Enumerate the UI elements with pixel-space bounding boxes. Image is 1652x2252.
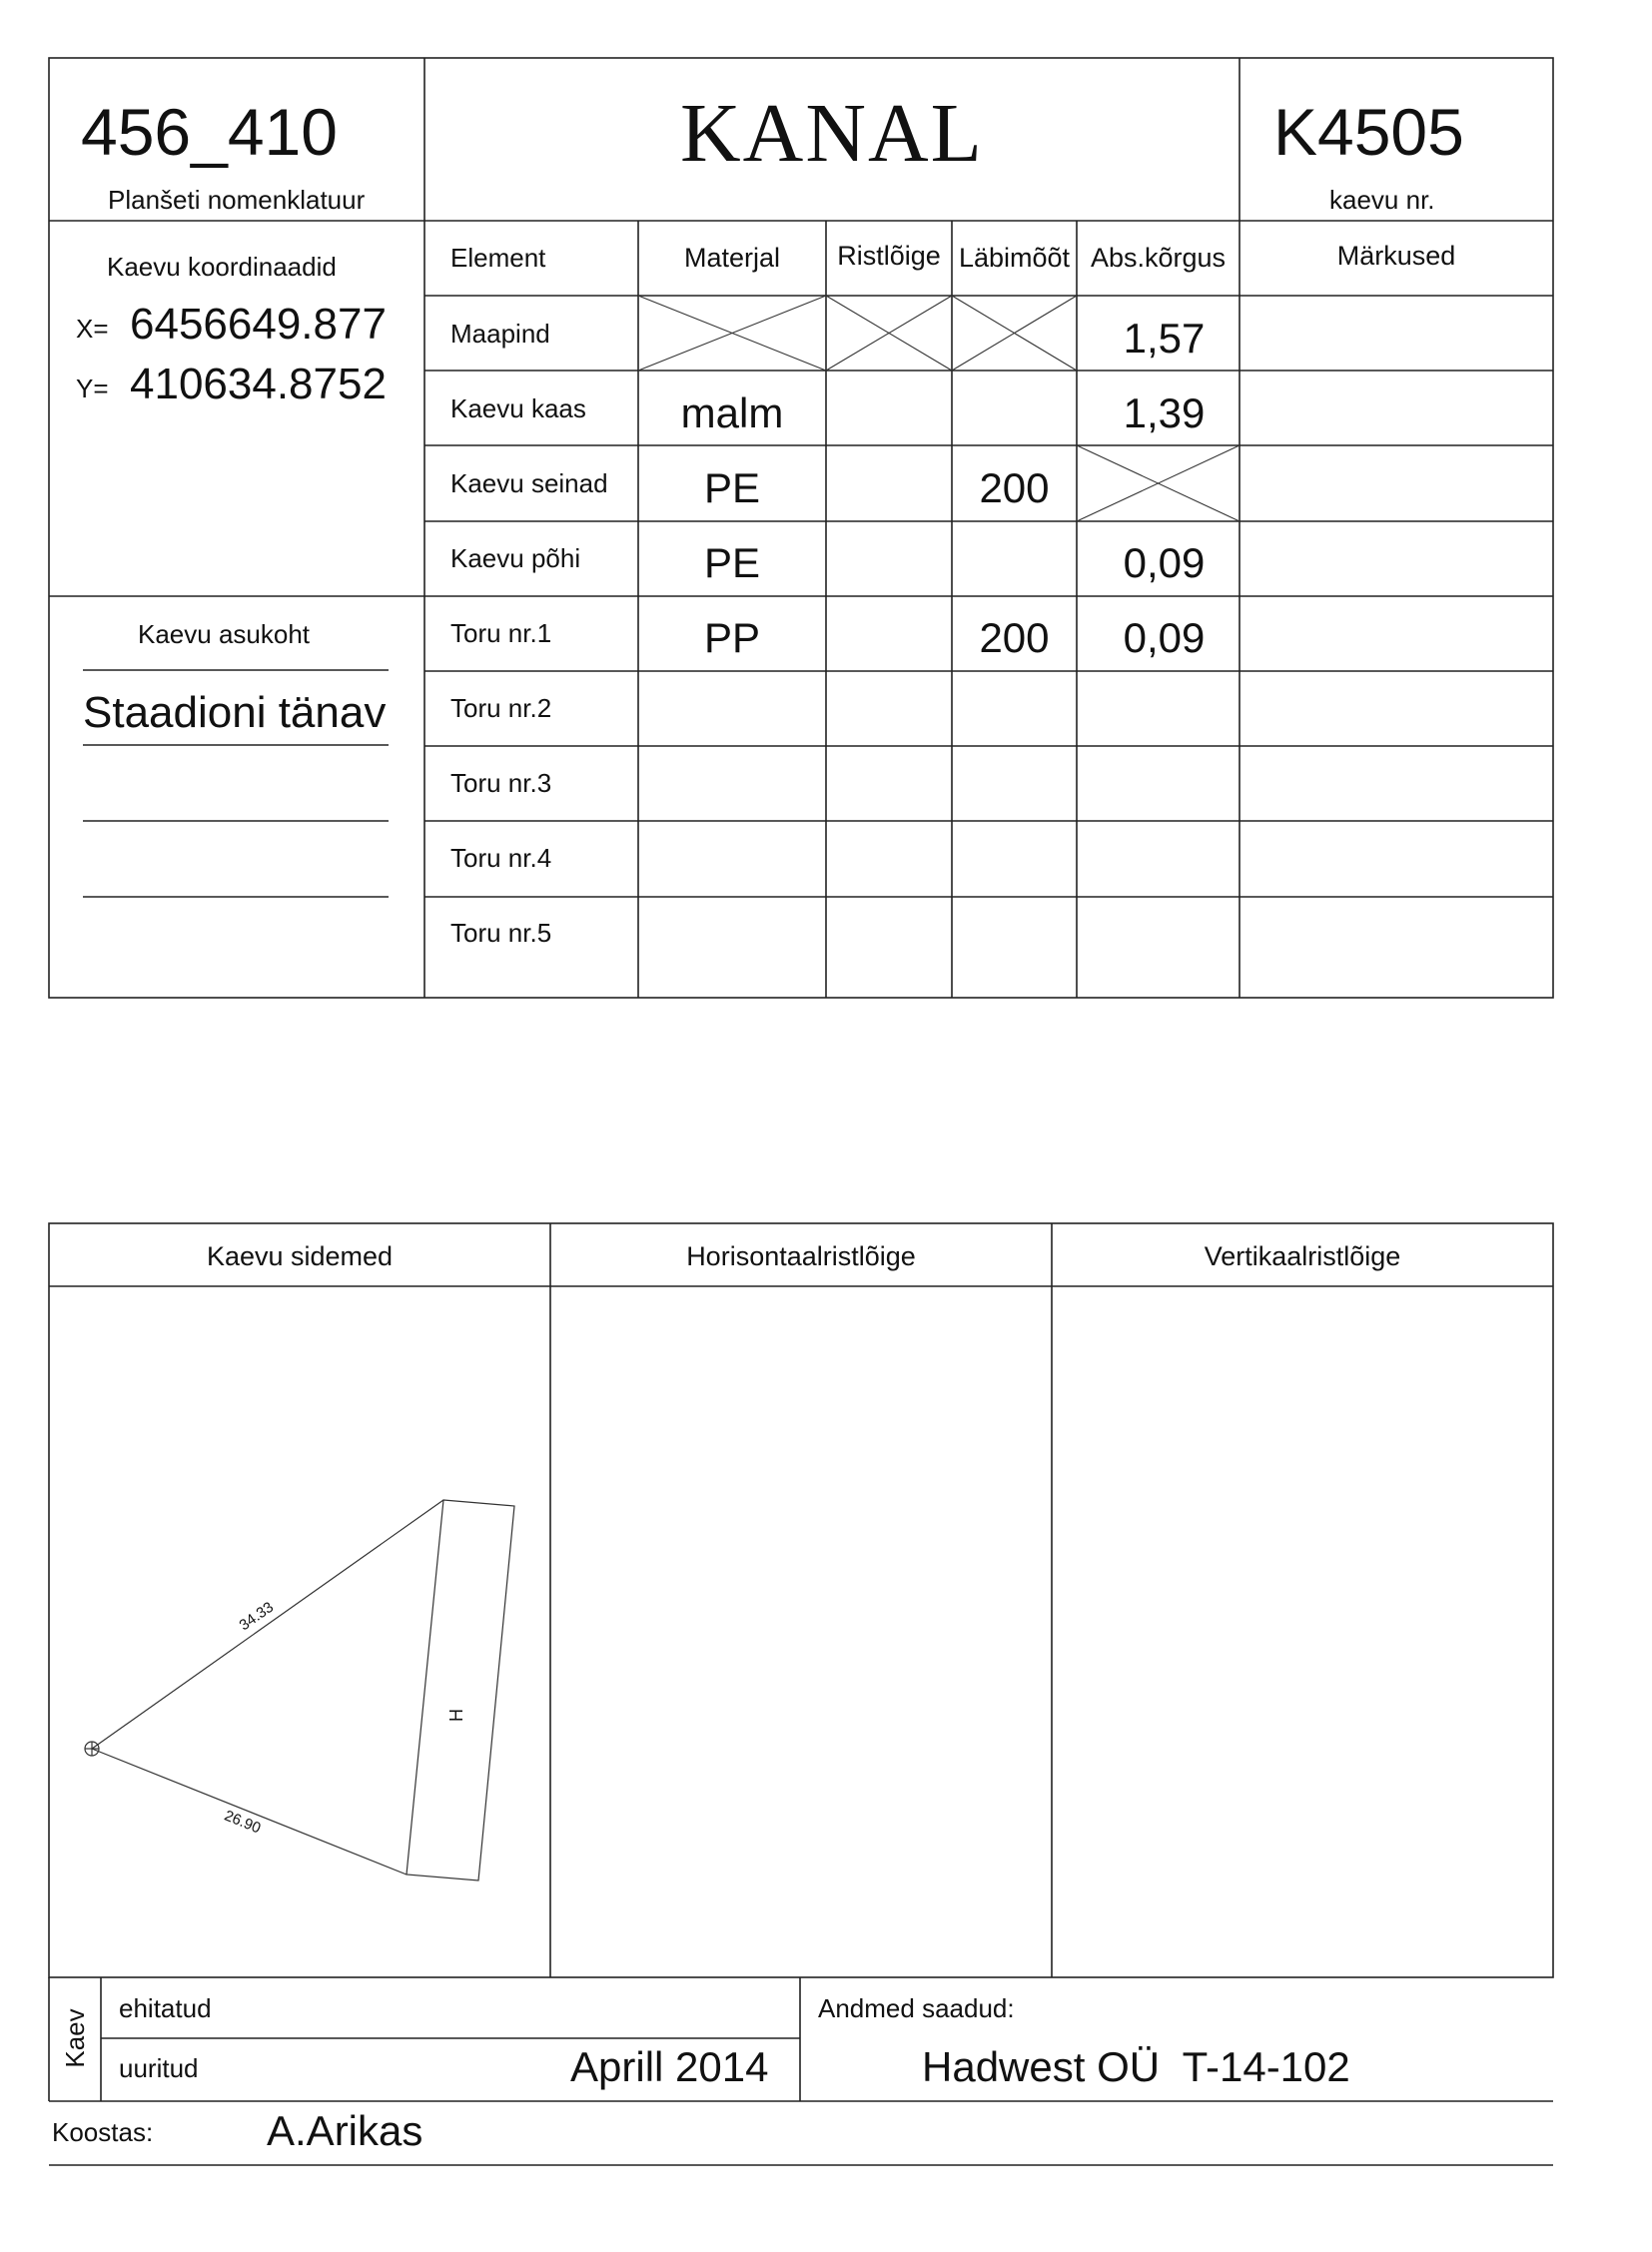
col-header-material: Materjal (683, 243, 781, 273)
surveyed-date: Aprill 2014 (570, 2043, 769, 2090)
horizontal-section-header: Horisontaalristlõige (686, 1241, 916, 1271)
y-prefix: Y= (76, 374, 109, 403)
col-header-diameter: Läbimõõt (958, 243, 1071, 273)
row-element: Kaevu seinad (450, 468, 608, 498)
well-id: K4505 (1273, 95, 1464, 169)
row-element: Kaevu põhi (450, 543, 581, 573)
form-title: KANAL (680, 87, 984, 180)
row-material: PP (703, 614, 761, 661)
row-element: Toru nr.1 (450, 618, 552, 648)
row-element: Maapind (450, 319, 550, 349)
row-abs-height: 1,39 (1123, 389, 1206, 436)
author-label: Koostas: (52, 2117, 154, 2147)
sheet-number: 456_410 (81, 95, 338, 169)
row-diameter: 200 (979, 614, 1050, 661)
vertical-section-header: Vertikaalristlõige (1204, 1241, 1401, 1271)
row-diameter: 200 (979, 464, 1050, 511)
row-material: PE (703, 464, 761, 511)
col-header-element: Element (450, 243, 546, 273)
row-element: Toru nr.3 (450, 768, 552, 798)
ties-header: Kaevu sidemed (206, 1241, 394, 1271)
row-abs-height: 0,09 (1123, 539, 1206, 586)
author-name: A.Arikas (267, 2107, 423, 2154)
row-element: Kaevu kaas (450, 393, 586, 423)
side-label-well: Kaev (60, 2008, 90, 2068)
col-header-section: Ristlõige (837, 241, 941, 271)
col-header-abs-height: Abs.kõrgus (1090, 243, 1227, 273)
row-element: Toru nr.4 (450, 843, 552, 873)
x-prefix: X= (76, 314, 109, 344)
ties-sketch (85, 1500, 514, 1880)
source-value: Hadwest OÜ T-14-102 (922, 2043, 1350, 2090)
distance-label-1: 34.33 (236, 1598, 278, 1635)
x-coordinate: 6456649.877 (130, 300, 387, 349)
coordinates-label: Kaevu koordinaadid (107, 252, 337, 282)
y-coordinate: 410634.8752 (130, 360, 387, 408)
surveyed-label: uuritud (119, 2053, 199, 2083)
row-material: PE (703, 539, 761, 586)
row-abs-height: 0,09 (1123, 614, 1206, 661)
row-element: Toru nr.2 (450, 693, 552, 723)
row-abs-height: 1,57 (1123, 315, 1206, 362)
row-element: Toru nr.5 (450, 918, 552, 948)
built-label: ehitatud (119, 1993, 212, 2023)
source-label: Andmed saadud: (818, 1993, 1015, 2023)
sheet-label: Planšeti nomenklatuur (108, 185, 366, 215)
location-street: Staadioni tänav (83, 688, 387, 737)
row-material: malm (680, 389, 784, 436)
distance-label-2: 26.90 (222, 1807, 264, 1838)
location-label: Kaevu asukoht (138, 619, 311, 649)
well-label: kaevu nr. (1329, 185, 1435, 215)
building-letter: H (446, 1709, 466, 1722)
col-header-notes: Märkused (1336, 241, 1456, 271)
